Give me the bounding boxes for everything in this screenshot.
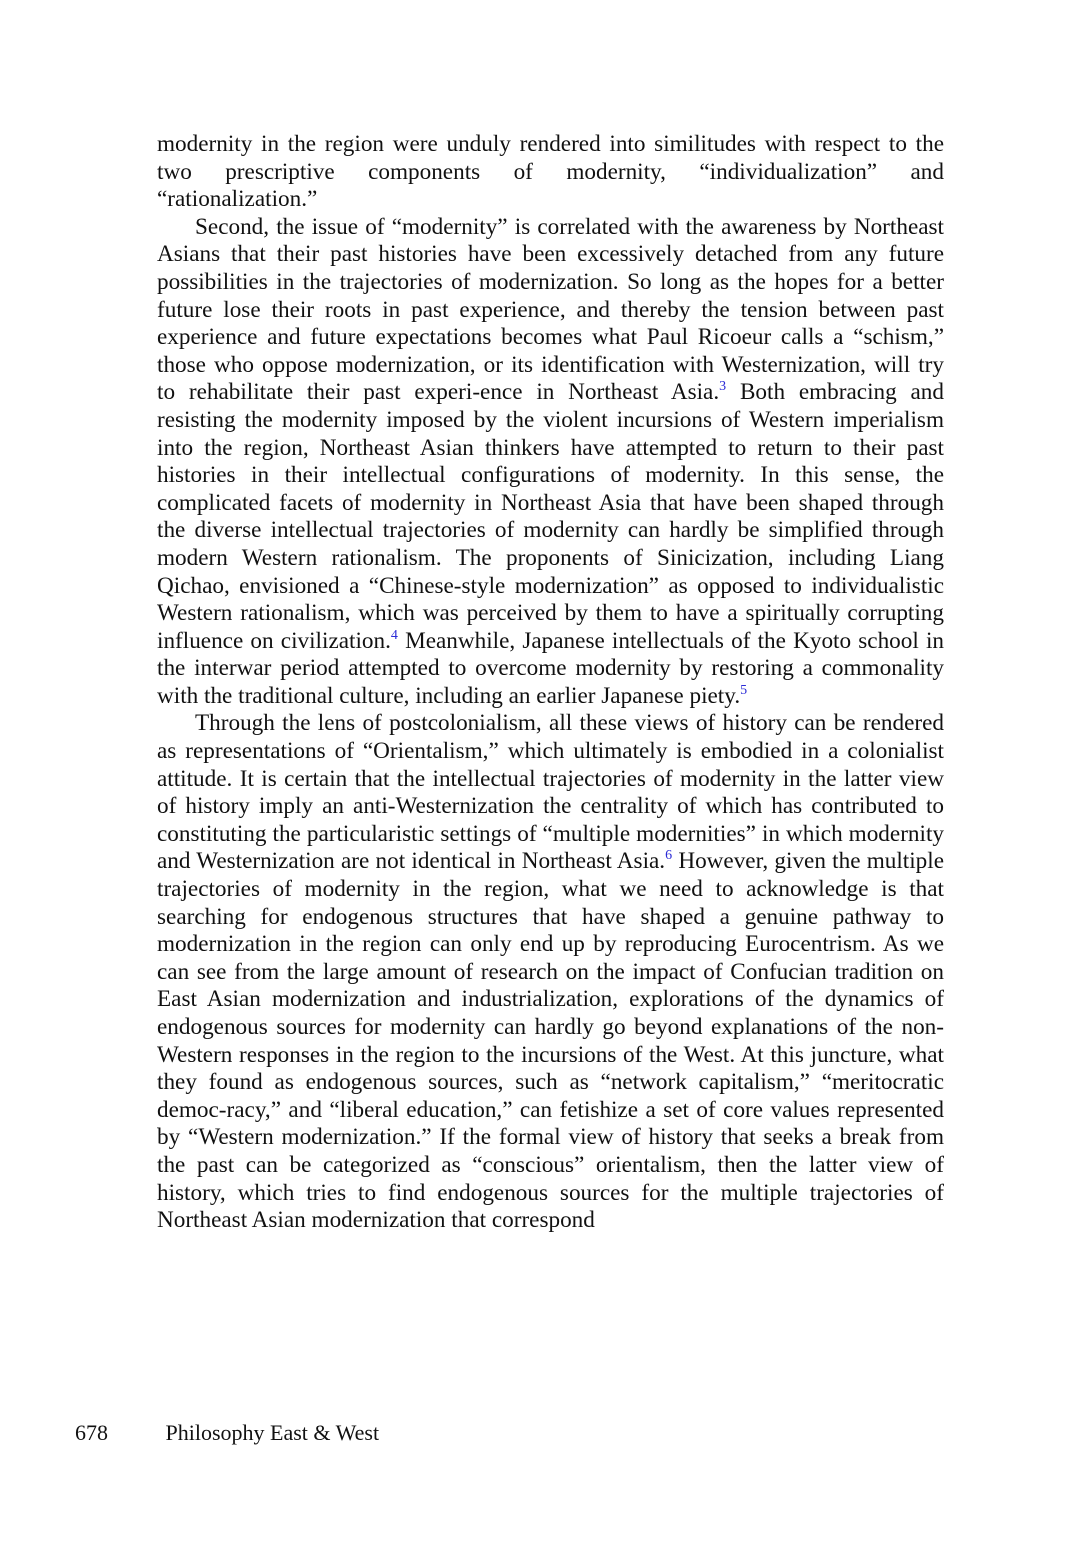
footnote-marker[interactable]: 5: [740, 682, 748, 698]
text-segment: Through the lens of postcolonialism, all these views of history can be rendered as representations of “Orientalism,” which ultimately is embodied in a colonialist attitude. It is certain that the intellectual trajectories of modernity in the latter view of history imply an anti-Westernization the centrality of which has contributed to constituting the particularistic settings of “multiple modernities” in which modernity and Westernization are not identical in Northeast Asia.: [157, 710, 944, 875]
footnote-marker[interactable]: 3: [719, 379, 727, 395]
body-paragraph: [157, 214, 944, 711]
footnote-marker[interactable]: 6: [665, 848, 673, 864]
page-number: 678: [75, 1420, 108, 1445]
body-paragraph: [157, 131, 944, 214]
text-segment: Meanwhile, Japanese intellectuals of the Kyoto school in the interwar period attempted to overcome modernity by restoring a commonality with the traditional culture, including an earlier Japanese piety.: [157, 627, 944, 709]
journal-title: Philosophy East & West: [165, 1420, 380, 1445]
page-footer: [75, 1419, 379, 1447]
body-text: [157, 131, 944, 1235]
text-segment: Both embracing and resisting the modernity imposed by the violent incursions of Western imperialism into the region, Northeast Asian thinkers have attempted to return to their past histories in their intellectual configurations of modernity. In this sense, the complicated facets of modernity in Northeast Asia that have been shaped through the diverse intellectual trajectories of modernity can hardly be simplified through modern Western rationalism. The proponents of Sinicization, including Liang Qichao, envisioned a “Chinese-style modernization” as opposed to individualistic Western rationalism, which was perceived by them to have a spiritually corrupting influence on civilization.: [157, 379, 944, 654]
text-segment: However, given the multiple trajectories of modernity in the region, what we need to acknowledge is that searching for endogenous structures that have shaped a genuine pathway to modernization in the region can only end up by reproducing Eurocentrism. As we can see from the large amount of research on the impact of Confucian tradition on East Asian modernization and industrialization, explorations of the dynamics of endogenous sources for modernity can hardly go beyond explanations of the non-Western responses in the region to the incursions of the West. At this juncture, what they found as endogenous sources, such as “network capitalism,” “meritocratic democ-racy,” and “liberal education,” can fetishize a set of core values represented by “Western modernization.” If the formal view of history that seeks a break from the past can be categorized as “conscious” orientalism, then the latter view of history, which tries to find endogenous sources for the multiple trajectories of Northeast Asian modernization that correspond: [157, 848, 944, 1234]
text-segment: Second, the issue of “modernity” is correlated with the awareness by Northeast Asians that their past histories have been excessively detached from any future possibilities in the trajectories of modernization. So long as the hopes for a better future lose their roots in past experience, and thereby the tension between past experience and future expectations becomes what Paul Ricoeur calls a “schism,” those who oppose modernization, or its identification with Westernization, will try to rehabilitate their past experi-ence in Northeast Asia.: [157, 213, 944, 406]
footnote-marker[interactable]: 4: [390, 627, 398, 643]
body-paragraph: [157, 710, 944, 1234]
text-segment: modernity in the region were unduly rendered into similitudes with respect to the two prescriptive components of modernity, “individualization” and “rationalization.”: [157, 131, 944, 213]
